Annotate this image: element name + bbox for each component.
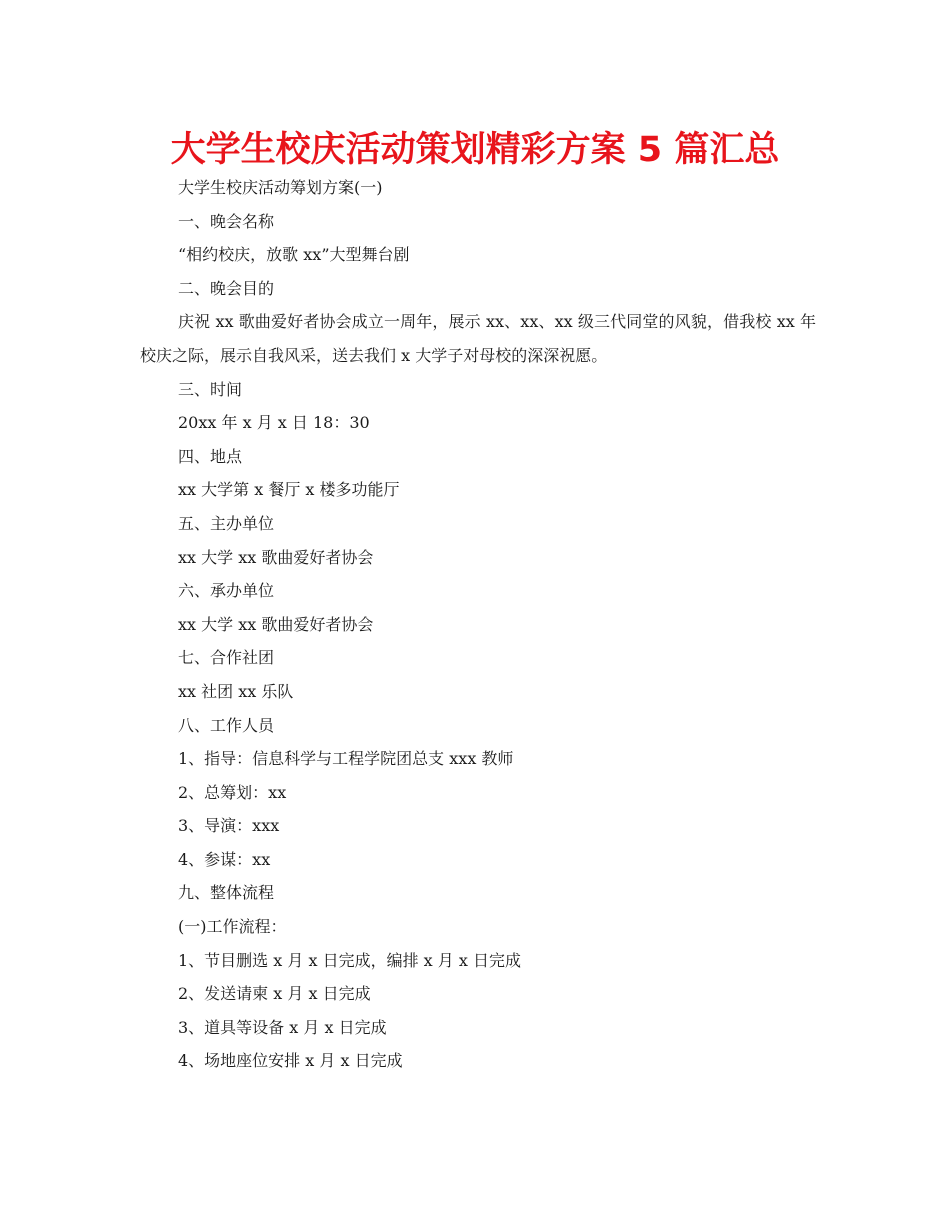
document-title: 大学生校庆活动策划精彩方案 5 篇汇总 <box>170 130 780 170</box>
text-paragraph: 庆祝 xx 歌曲爱好者协会成立一周年，展示 xx、xx、xx 级三代同堂的风貌，借我校 xx 年校庆之际，展示自我风采，送去我们 x 大学子对母校的深深祝愿。 <box>140 312 816 365</box>
text-line: xx 大学 xx 歌曲爱好者协会 <box>178 547 374 567</box>
item-heading: 三、时间 <box>178 379 243 399</box>
item-heading: 七、合作社团 <box>178 648 275 668</box>
list-item: 2、发送请柬 x 月 x 日完成 <box>178 984 371 1004</box>
item-heading: 四、地点 <box>178 446 243 466</box>
text-line: “相约校庆，放歌 xx”大型舞台剧 <box>178 245 410 265</box>
item-heading: 九、整体流程 <box>178 883 275 903</box>
section-heading: 大学生校庆活动筹划方案(一) <box>178 178 383 197</box>
list-item: 4、场地座位安排 x 月 x 日完成 <box>178 1051 403 1071</box>
list-item: 1、节目删选 x 月 x 日完成，编排 x 月 x 日完成 <box>178 950 521 970</box>
item-heading: 五、主办单位 <box>178 513 275 533</box>
text-line: xx 大学 xx 歌曲爱好者协会 <box>178 614 374 634</box>
item-heading: 六、承办单位 <box>178 581 275 601</box>
document-body <box>140 171 816 1078</box>
text-line: xx 大学第 x 餐厅 x 楼多功能厅 <box>178 480 400 500</box>
item-heading: 一、晚会名称 <box>178 211 275 231</box>
item-heading: 八、工作人员 <box>178 715 275 735</box>
list-item: 3、道具等设备 x 月 x 日完成 <box>178 1017 387 1037</box>
sub-heading: (一)工作流程： <box>178 917 287 937</box>
text-line: 20xx 年 x 月 x 日 18：30 <box>178 413 370 433</box>
list-item: 2、总筹划：xx <box>178 782 287 802</box>
list-item: 4、参谋：xx <box>178 849 271 869</box>
text-line: xx 社团 xx 乐队 <box>178 681 294 701</box>
list-item: 3、导演：xxx <box>178 816 280 836</box>
item-heading: 二、晚会目的 <box>178 278 275 298</box>
list-item: 1、指导：信息科学与工程学院团总支 xxx 教师 <box>178 749 514 769</box>
